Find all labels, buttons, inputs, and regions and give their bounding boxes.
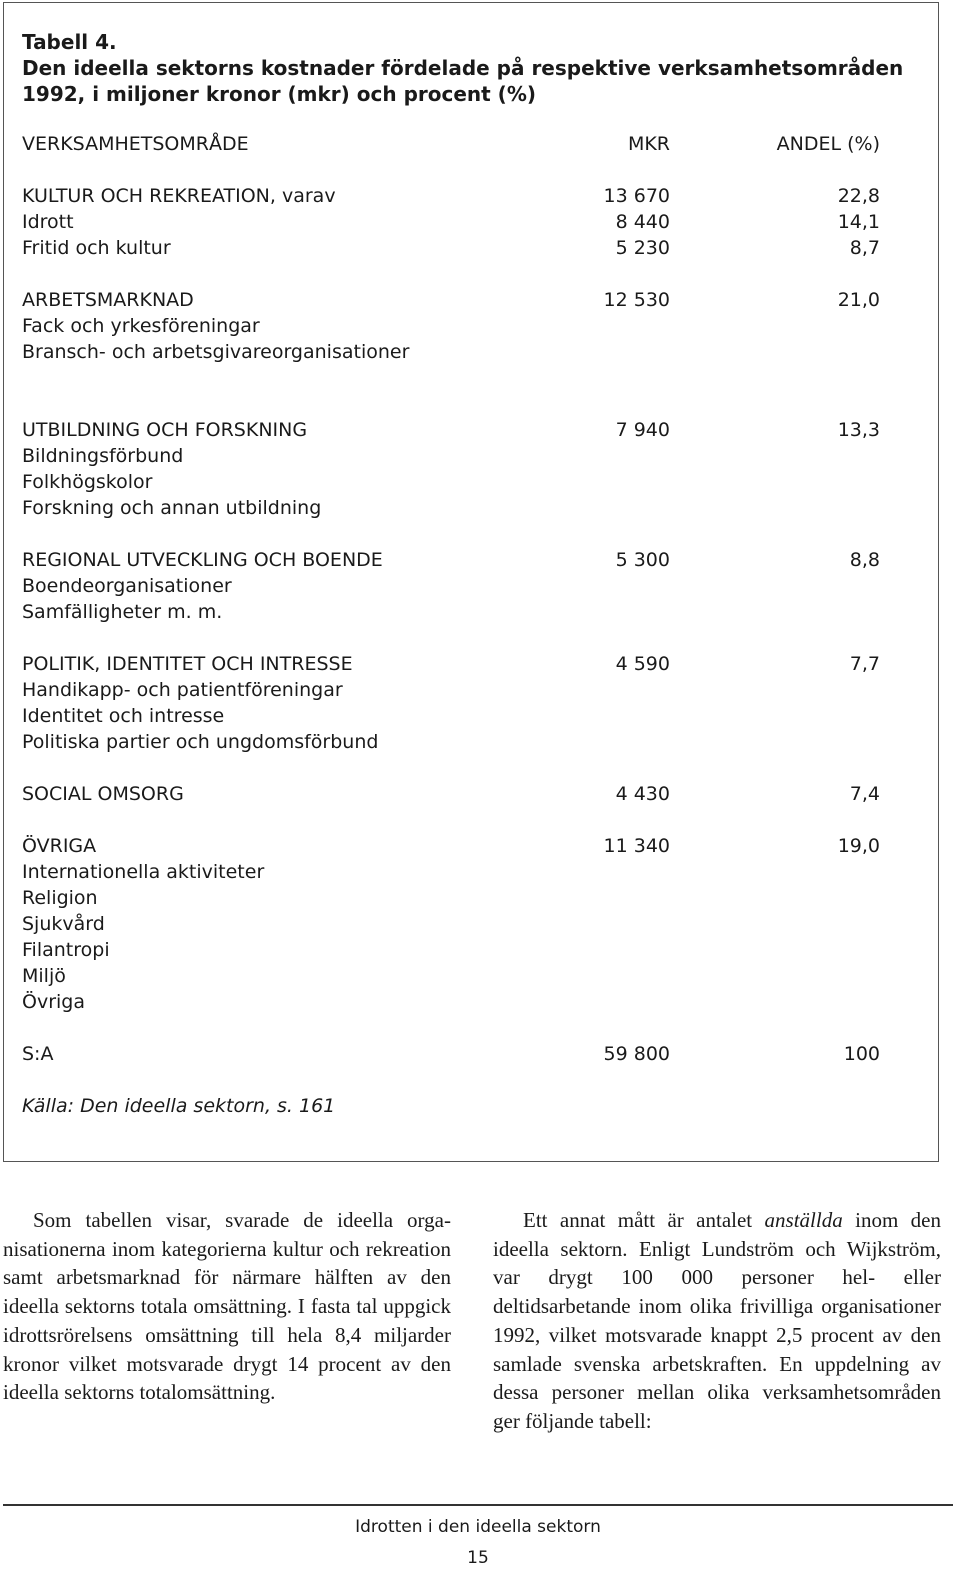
table-subtitle: Den ideella sektorns kostnader fördelade på respektive verksamhetsområden 1992, i miljoner kronor (mkr) och procent (%) xyxy=(22,56,904,106)
table-row xyxy=(22,963,880,989)
row-mkr: 4 430 xyxy=(615,783,670,805)
row-share: 7,4 xyxy=(849,783,880,805)
row-label: Religion xyxy=(22,887,98,909)
table-row xyxy=(22,859,880,885)
table-header xyxy=(22,131,880,157)
row-mkr: 5 300 xyxy=(615,549,670,571)
row-mkr: 7 940 xyxy=(615,419,670,441)
table-row xyxy=(22,495,880,521)
table-row xyxy=(22,885,880,911)
emphasized-term: anställda xyxy=(764,1208,843,1232)
row-mkr: 4 590 xyxy=(615,653,670,675)
row-mkr: 8 440 xyxy=(615,211,670,233)
row-share: 8,8 xyxy=(849,549,880,571)
row-label: UTBILDNING OCH FORSKNING xyxy=(22,419,308,441)
body-paragraph-right xyxy=(493,1206,941,1436)
body-paragraph-left: Som tabellen visar, svarade de ideella organisationerna inom kategorierna kultur och rekreation samt arbetsmarknad för närmare hälften av den ideella sektorns totala omsättning. I fasta tal uppgick idrottsrörelsens omsättning till hela 8,4 miljarder kronor vilket motsvarade drygt 14 procent av den ideella sektorns totalomsättning. xyxy=(3,1208,451,1405)
row-label: POLITIK, IDENTITET OCH INTRESSE xyxy=(22,653,353,675)
table-row xyxy=(22,235,880,261)
table-row xyxy=(22,443,880,469)
row-label: Bildningsförbund xyxy=(22,445,184,467)
table-row xyxy=(22,937,880,963)
row-share: 100 xyxy=(843,1043,880,1065)
table-row xyxy=(22,469,880,495)
row-label: Identitet och intresse xyxy=(22,705,225,727)
paragraph-text: inom den ideella sektorn. Enligt Lundström och Wijkström, var drygt 100 000 personer hel- eller deltidsarbetande inom olika frivilliga organisationer 1992, vilket motsvarade knappt 2,5 procent av den samlade svenska arbetskraften. En uppdelning av dessa personer mellan olika verksamhetsområden ger följande tabell: xyxy=(493,1208,941,1433)
table-row xyxy=(22,599,880,625)
row-share: 7,7 xyxy=(849,653,880,675)
row-mkr: 13 670 xyxy=(603,185,670,207)
row-label: SOCIAL OMSORG xyxy=(22,783,184,805)
row-mkr: 12 530 xyxy=(603,289,670,311)
row-label: Bransch- och arbetsgivareorganisationer xyxy=(22,341,410,363)
table-row xyxy=(22,833,880,859)
table-row xyxy=(22,911,880,937)
cost-table xyxy=(3,2,939,1162)
row-mkr: 5 230 xyxy=(615,237,670,259)
row-share: 21,0 xyxy=(837,289,880,311)
row-label: Samfälligheter m. m. xyxy=(22,601,223,623)
row-label: Idrott xyxy=(22,211,74,233)
table-row xyxy=(22,781,880,807)
row-mkr: 11 340 xyxy=(603,835,670,857)
row-label: KULTUR OCH REKREATION, varav xyxy=(22,185,336,207)
row-label: Fritid och kultur xyxy=(22,237,171,259)
table-title: Tabell 4. xyxy=(22,30,117,54)
table-row xyxy=(22,209,880,235)
footer-rule xyxy=(3,1504,953,1506)
row-label: Politiska partier och ungdomsförbund xyxy=(22,731,379,753)
table-row xyxy=(22,989,880,1015)
row-label: Övriga xyxy=(22,991,85,1013)
table-row xyxy=(22,339,880,365)
row-label: S:A xyxy=(22,1043,54,1065)
row-label: Sjukvård xyxy=(22,913,105,935)
table-row xyxy=(22,573,880,599)
row-share: 13,3 xyxy=(837,419,880,441)
table-row xyxy=(22,651,880,677)
table-row xyxy=(22,729,880,755)
table-row xyxy=(22,287,880,313)
row-label: REGIONAL UTVECKLING OCH BOENDE xyxy=(22,549,383,571)
table-row xyxy=(22,417,880,443)
paragraph-text: Ett annat mått är antalet xyxy=(523,1208,765,1232)
row-label: ÖVRIGA xyxy=(22,835,97,857)
table-total-row xyxy=(22,1041,880,1067)
row-share: 19,0 xyxy=(837,835,880,857)
table-row xyxy=(22,183,880,209)
table-row xyxy=(22,547,880,573)
header-mkr: MKR xyxy=(627,133,670,155)
row-label: ARBETSMARKNAD xyxy=(22,289,194,311)
row-share: 22,8 xyxy=(837,185,880,207)
row-label: Internationella aktiviteter xyxy=(22,861,265,883)
running-title: Idrotten i den ideella sektorn xyxy=(355,1517,601,1537)
row-label: Folkhögskolor xyxy=(22,471,153,493)
header-share: ANDEL (%) xyxy=(776,133,880,155)
row-label: Forskning och annan utbildning xyxy=(22,497,322,519)
row-share: 8,7 xyxy=(849,237,880,259)
table-source: Källa: Den ideella sektorn, s. 161 xyxy=(22,1095,336,1117)
header-area: VERKSAMHETSOMRÅDE xyxy=(22,133,249,155)
row-label: Filantropi xyxy=(22,939,110,961)
table-row xyxy=(22,677,880,703)
row-mkr: 59 800 xyxy=(603,1043,670,1065)
row-share: 14,1 xyxy=(837,211,880,233)
table-row xyxy=(22,313,880,339)
page-number: 15 xyxy=(467,1548,489,1568)
row-label: Fack och yrkesföreningar xyxy=(22,315,260,337)
row-label: Handikapp- och patientföreningar xyxy=(22,679,343,701)
table-row xyxy=(22,703,880,729)
row-label: Miljö xyxy=(22,965,66,987)
row-label: Boendeorganisationer xyxy=(22,575,232,597)
